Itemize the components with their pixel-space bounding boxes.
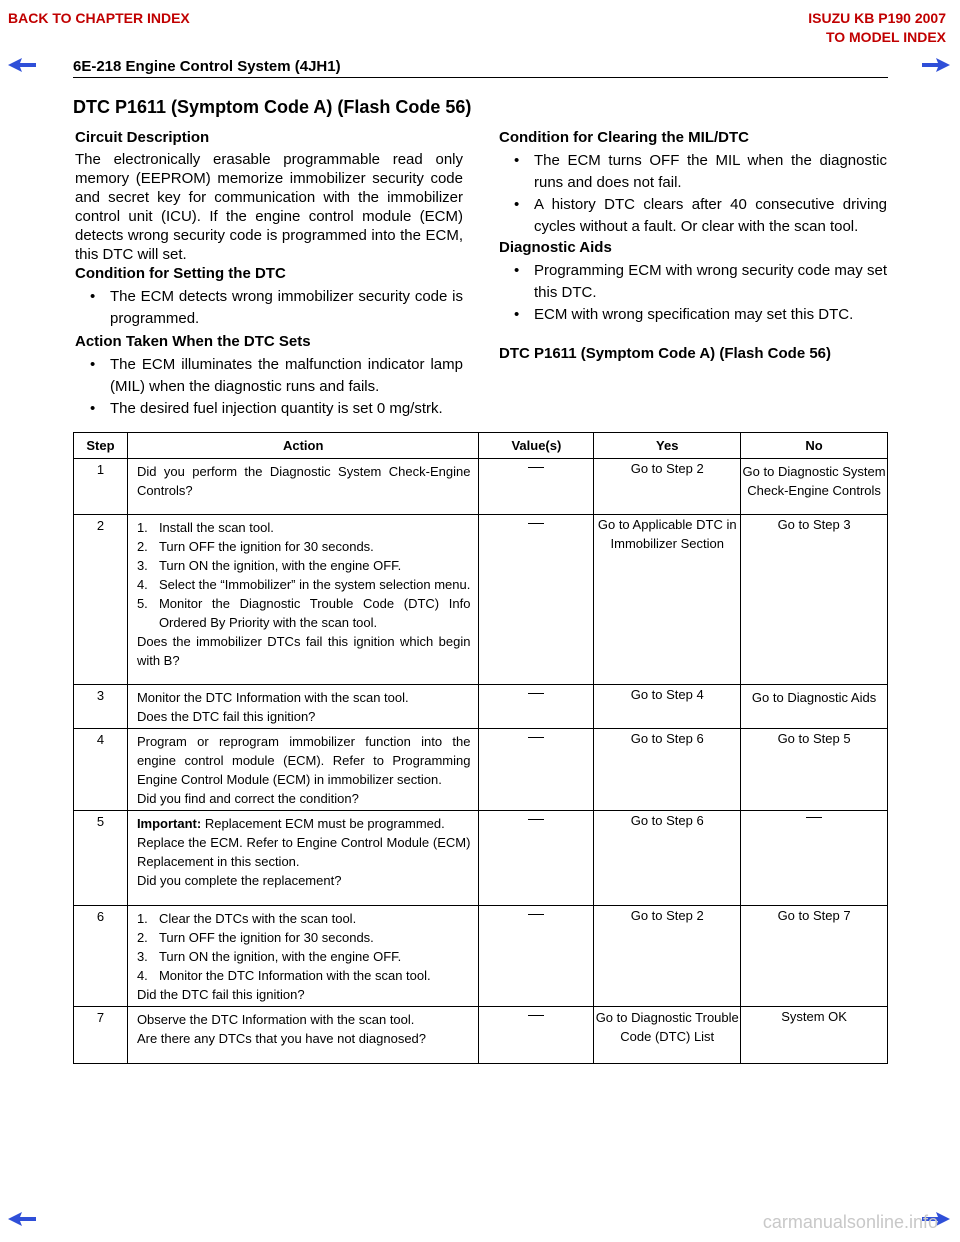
list-item: • The ECM illuminates the malfunction indicator lamp (MIL) when the diagnostic runs and fails. xyxy=(90,354,463,398)
list-item: 4. Select the “Immobilizer” in the system selection menu. xyxy=(136,577,471,592)
dash-mark xyxy=(528,467,544,468)
step-number: 5 xyxy=(74,811,128,906)
step-no: System OK xyxy=(741,1007,888,1064)
diagnostic-table xyxy=(73,432,888,1064)
step-yes: Go to Step 6 xyxy=(594,729,741,811)
dash-mark xyxy=(528,737,544,738)
list-item: • The desired fuel injection quantity is set 0 mg/strk. xyxy=(90,398,463,420)
next-page-arrow-icon[interactable] xyxy=(922,58,950,72)
list-item: • The ECM turns OFF the MIL when the diagnostic runs and does not fail. xyxy=(514,150,887,194)
step-action xyxy=(127,685,479,729)
action-taken-heading: Action Taken When the DTC Sets xyxy=(75,333,311,350)
list-item: 2. Turn OFF the ignition for 30 seconds. xyxy=(136,930,374,945)
table-row xyxy=(74,515,888,685)
header-values: Value(s) xyxy=(479,433,594,459)
list-item: • ECM with wrong specification may set this DTC. xyxy=(514,304,887,326)
dash-mark xyxy=(528,693,544,694)
step-number: 4 xyxy=(74,729,128,811)
prev-page-arrow-icon[interactable] xyxy=(8,58,36,72)
table-row xyxy=(74,906,888,1007)
step-action xyxy=(127,729,479,811)
watermark: carmanualsonline.info xyxy=(762,1212,938,1232)
step-yes: Go to Diagnostic Trouble Code (DTC) List xyxy=(594,1007,741,1064)
step-yes: Go to Applicable DTC in Immobilizer Section xyxy=(594,515,741,685)
step-number: 7 xyxy=(74,1007,128,1064)
step-action xyxy=(127,811,479,906)
table-row xyxy=(74,459,888,515)
step-yes: Go to Step 2 xyxy=(594,906,741,1007)
list-item: 3. Turn ON the ignition, with the engine OFF. xyxy=(136,949,402,964)
header-yes: Yes xyxy=(594,433,741,459)
header-divider xyxy=(73,77,888,78)
document-title: DTC P1611 (Symptom Code A) (Flash Code 56) xyxy=(73,97,472,117)
prev-page-bottom-arrow-icon[interactable] xyxy=(8,1212,36,1226)
step-value xyxy=(479,515,594,685)
clearing-condition-list xyxy=(514,150,887,238)
setting-condition-heading: Condition for Setting the DTC xyxy=(75,265,286,282)
dash-mark xyxy=(528,914,544,915)
list-item: 1. Install the scan tool. xyxy=(136,520,274,535)
left-column xyxy=(75,128,463,420)
list-item: • A history DTC clears after 40 consecutive driving cycles without a fault. Or clear with the scan tool. xyxy=(514,194,887,238)
step-number: 6 xyxy=(74,906,128,1007)
table-row xyxy=(74,811,888,906)
right-column xyxy=(499,128,887,363)
list-item: 3. Turn ON the ignition, with the engine OFF. xyxy=(136,558,402,573)
step-yes: Go to Step 4 xyxy=(594,685,741,729)
action-taken-list xyxy=(90,354,463,420)
step-no: Go to Step 3 xyxy=(741,515,888,685)
header-step: Step xyxy=(74,433,128,459)
important-label: Important: xyxy=(136,816,202,831)
step-action-text: Replace the ECM. Refer to Engine Control Module (ECM) Replacement in this section. xyxy=(136,835,471,869)
substep-list xyxy=(137,909,471,985)
step-number: 3 xyxy=(74,685,128,729)
page-header-title: 6E-218 Engine Control System (4JH1) xyxy=(73,58,341,75)
step-value xyxy=(479,685,594,729)
table-caption: DTC P1611 (Symptom Code A) (Flash Code 56) xyxy=(499,345,832,362)
back-to-chapter-index-link[interactable]: BACK TO CHAPTER INDEX xyxy=(8,10,190,26)
diagnostic-aids-list xyxy=(514,260,887,326)
table-row xyxy=(74,729,888,811)
dash-mark xyxy=(528,523,544,524)
header-no: No xyxy=(741,433,888,459)
table-row xyxy=(74,685,888,729)
step-action-text: Monitor the DTC Information with the scan tool. xyxy=(136,690,409,705)
step-yes: Go to Step 2 xyxy=(594,459,741,515)
important-text: Replacement ECM must be programmed. xyxy=(204,816,445,831)
step-question: Did the DTC fail this ignition? xyxy=(136,987,305,1002)
step-question: Are there any DTCs that you have not diagnosed? xyxy=(136,1031,427,1046)
step-number: 1 xyxy=(74,459,128,515)
table-row xyxy=(74,1007,888,1064)
list-item: 4. Monitor the DTC Information with the scan tool. xyxy=(136,968,431,983)
step-action xyxy=(127,1007,479,1064)
step-value xyxy=(479,459,594,515)
list-item: 2. Turn OFF the ignition for 30 seconds. xyxy=(136,539,374,554)
diagnostic-aids-heading: Diagnostic Aids xyxy=(499,239,612,256)
setting-condition-list xyxy=(90,286,463,330)
clearing-condition-heading: Condition for Clearing the MIL/DTC xyxy=(499,129,749,146)
step-action-text: Program or reprogram immobilizer function into the engine control module (ECM). Refer to Programming Engine Control Module (ECM) in immobilizer section. xyxy=(136,734,471,787)
step-action xyxy=(127,515,479,685)
step-action-text: Observe the DTC Information with the scan tool. xyxy=(136,1012,415,1027)
step-action xyxy=(127,906,479,1007)
table-header-row xyxy=(74,433,888,459)
circuit-description-heading: Circuit Description xyxy=(75,129,210,146)
substep-list xyxy=(137,518,471,632)
dash-mark xyxy=(528,1015,544,1016)
dash-mark xyxy=(806,817,822,818)
step-number: 2 xyxy=(74,515,128,685)
circuit-description-text: The electronically erasable programmable read only memory (EEPROM) memorize immobilizer security code and secret key for communication with the immobilizer control unit (ICU). If the engine control module (ECM) detects wrong security code is programmed into the ECM, this DTC will set. xyxy=(75,151,463,263)
step-yes: Go to Step 6 xyxy=(594,811,741,906)
step-question: Did you find and correct the condition? xyxy=(136,791,359,806)
important-note xyxy=(137,814,471,833)
list-item: 1. Clear the DTCs with the scan tool. xyxy=(136,911,357,926)
step-value xyxy=(479,1007,594,1064)
step-value xyxy=(479,811,594,906)
to-model-index-link[interactable]: TO MODEL INDEX xyxy=(825,29,946,45)
list-item: 5. Monitor the Diagnostic Trouble Code (DTC) Info Ordered By Priority with the scan tool. xyxy=(136,596,471,630)
step-action: Did you perform the Diagnostic System Check-Engine Controls? xyxy=(127,459,479,515)
step-no xyxy=(741,811,888,906)
list-item: • Programming ECM with wrong security code may set this DTC. xyxy=(514,260,887,304)
step-value xyxy=(479,906,594,1007)
step-no: Go to Step 7 xyxy=(741,906,888,1007)
step-no: Go to Diagnostic System Check-Engine Controls xyxy=(741,459,888,515)
header-action: Action xyxy=(127,433,479,459)
step-no: Go to Diagnostic Aids xyxy=(741,685,888,729)
list-item: • The ECM detects wrong immobilizer security code is programmed. xyxy=(90,286,463,330)
step-no: Go to Step 5 xyxy=(741,729,888,811)
step-question: Did you complete the replacement? xyxy=(136,873,342,888)
step-question: Does the immobilizer DTCs fail this ignition which begin with B? xyxy=(136,634,471,668)
step-question: Does the DTC fail this ignition? xyxy=(136,709,316,724)
step-value xyxy=(479,729,594,811)
dash-mark xyxy=(528,819,544,820)
model-title-link[interactable]: ISUZU KB P190 2007 xyxy=(808,10,946,26)
